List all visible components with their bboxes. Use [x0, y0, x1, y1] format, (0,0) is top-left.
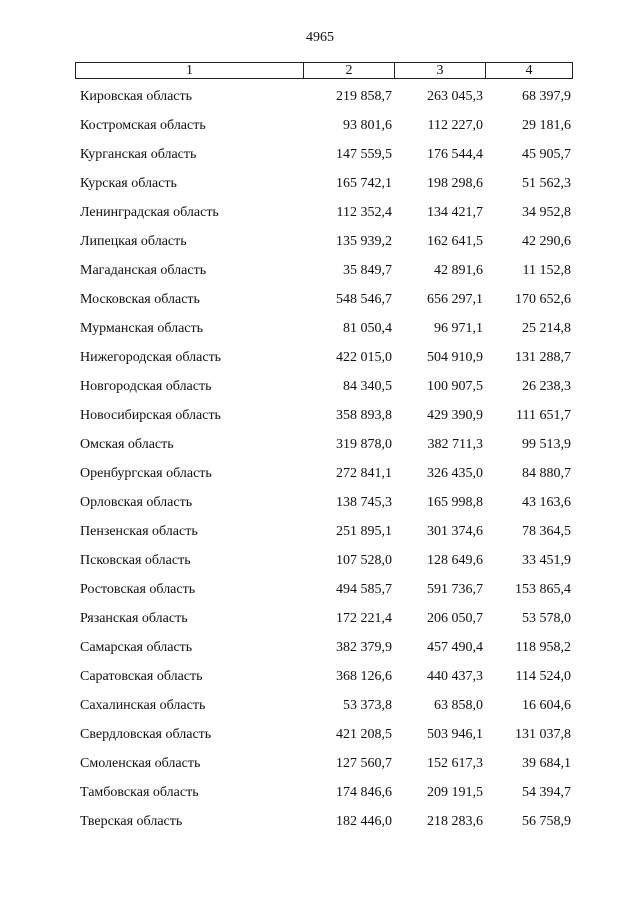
table-row — [0, 666, 640, 695]
value-col-2: 138 745,3 — [336, 495, 392, 510]
region-name: Сахалинская область — [80, 698, 206, 713]
value-col-4: 118 958,2 — [515, 640, 571, 655]
table-row — [0, 492, 640, 521]
value-col-2: 165 742,1 — [336, 176, 392, 191]
table-row — [0, 318, 640, 347]
value-col-4: 84 880,7 — [522, 466, 571, 481]
value-col-3: 503 946,1 — [427, 727, 483, 742]
value-col-3: 301 374,6 — [427, 524, 483, 539]
value-col-4: 131 037,8 — [515, 727, 571, 742]
value-col-3: 209 191,5 — [427, 785, 483, 800]
region-name: Курганская область — [80, 147, 197, 162]
region-name: Новгородская область — [80, 379, 212, 394]
table-row — [0, 811, 640, 840]
table-row — [0, 347, 640, 376]
region-name: Тверская область — [80, 814, 183, 829]
table-row — [0, 260, 640, 289]
region-name: Смоленская область — [80, 756, 201, 771]
value-col-2: 272 841,1 — [336, 466, 392, 481]
table-row — [0, 550, 640, 579]
table-row — [0, 753, 640, 782]
value-col-2: 548 546,7 — [336, 292, 392, 307]
value-col-3: 128 649,6 — [427, 553, 483, 568]
value-col-3: 96 971,1 — [434, 321, 483, 336]
value-col-3: 206 050,7 — [427, 611, 483, 626]
table-row — [0, 434, 640, 463]
value-col-2: 251 895,1 — [336, 524, 392, 539]
value-col-3: 382 711,3 — [427, 437, 483, 452]
table-row — [0, 463, 640, 492]
value-col-3: 42 891,6 — [434, 263, 483, 278]
value-col-2: 182 446,0 — [336, 814, 392, 829]
value-col-4: 99 513,9 — [522, 437, 571, 452]
table-row — [0, 637, 640, 666]
region-name: Ростовская область — [80, 582, 196, 597]
value-col-4: 45 905,7 — [522, 147, 571, 162]
value-col-3: 591 736,7 — [427, 582, 483, 597]
table-row — [0, 608, 640, 637]
value-col-2: 127 560,7 — [336, 756, 392, 771]
value-col-4: 53 578,0 — [522, 611, 571, 626]
table-row — [0, 231, 640, 260]
value-col-3: 112 227,0 — [427, 118, 483, 133]
value-col-4: 131 288,7 — [515, 350, 571, 365]
region-name: Новосибирская область — [80, 408, 221, 423]
table-row — [0, 144, 640, 173]
value-col-3: 152 617,3 — [427, 756, 483, 771]
region-name: Самарская область — [80, 640, 193, 655]
table-row — [0, 173, 640, 202]
value-col-4: 34 952,8 — [522, 205, 571, 220]
value-col-2: 107 528,0 — [336, 553, 392, 568]
region-name: Оренбургская область — [80, 466, 212, 481]
value-col-3: 504 910,9 — [427, 350, 483, 365]
region-name: Саратовская область — [80, 669, 203, 684]
header-cell-1: 1 — [76, 63, 304, 78]
value-col-4: 170 652,6 — [515, 292, 571, 307]
table-row — [0, 86, 640, 115]
value-col-3: 162 641,5 — [427, 234, 483, 249]
value-col-4: 114 524,0 — [515, 669, 571, 684]
region-name: Костромская область — [80, 118, 206, 133]
table-row — [0, 115, 640, 144]
value-col-3: 134 421,7 — [427, 205, 483, 220]
value-col-4: 25 214,8 — [522, 321, 571, 336]
value-col-2: 147 559,5 — [336, 147, 392, 162]
value-col-4: 33 451,9 — [522, 553, 571, 568]
region-name: Магаданская область — [80, 263, 207, 278]
value-col-2: 319 878,0 — [336, 437, 392, 452]
value-col-4: 11 152,8 — [522, 263, 571, 278]
page-number: 4965 — [306, 30, 334, 45]
value-col-4: 153 865,4 — [515, 582, 571, 597]
region-name: Курская область — [80, 176, 177, 191]
region-name: Тамбовская область — [80, 785, 199, 800]
table-row — [0, 724, 640, 753]
value-col-2: 219 858,7 — [336, 89, 392, 104]
value-col-2: 358 893,8 — [336, 408, 392, 423]
region-name: Московская область — [80, 292, 200, 307]
table-row — [0, 695, 640, 724]
region-name: Липецкая область — [80, 234, 187, 249]
value-col-2: 172 221,4 — [336, 611, 392, 626]
value-col-4: 39 684,1 — [522, 756, 571, 771]
value-col-2: 53 373,8 — [343, 698, 392, 713]
value-col-3: 100 907,5 — [427, 379, 483, 394]
value-col-3: 218 283,6 — [427, 814, 483, 829]
value-col-3: 440 437,3 — [427, 669, 483, 684]
table-row — [0, 782, 640, 811]
value-col-4: 78 364,5 — [522, 524, 571, 539]
value-col-4: 54 394,7 — [522, 785, 571, 800]
region-name: Рязанская область — [80, 611, 188, 626]
value-col-2: 382 379,9 — [336, 640, 392, 655]
region-name: Мурманская область — [80, 321, 204, 336]
value-col-2: 135 939,2 — [336, 234, 392, 249]
value-col-4: 43 163,6 — [522, 495, 571, 510]
region-name: Омская область — [80, 437, 174, 452]
region-name: Пензенская область — [80, 524, 198, 539]
value-col-3: 165 998,8 — [427, 495, 483, 510]
value-col-2: 368 126,6 — [336, 669, 392, 684]
region-name: Орловская область — [80, 495, 193, 510]
value-col-3: 63 858,0 — [434, 698, 483, 713]
table-row — [0, 579, 640, 608]
value-col-3: 429 390,9 — [427, 408, 483, 423]
region-name: Ленинградская область — [80, 205, 219, 220]
value-col-3: 656 297,1 — [427, 292, 483, 307]
value-col-4: 42 290,6 — [522, 234, 571, 249]
value-col-4: 56 758,9 — [522, 814, 571, 829]
value-col-3: 198 298,6 — [427, 176, 483, 191]
header-cell-2: 2 — [304, 63, 395, 78]
region-name: Кировская область — [80, 89, 193, 104]
table-row — [0, 521, 640, 550]
value-col-3: 457 490,4 — [427, 640, 483, 655]
value-col-2: 84 340,5 — [343, 379, 392, 394]
value-col-4: 29 181,6 — [522, 118, 571, 133]
value-col-2: 494 585,7 — [336, 582, 392, 597]
header-cell-4: 4 — [525, 63, 533, 78]
region-name: Нижегородская область — [80, 350, 222, 365]
value-col-2: 174 846,6 — [336, 785, 392, 800]
table-header — [75, 62, 573, 79]
value-col-2: 421 208,5 — [336, 727, 392, 742]
table-row — [0, 202, 640, 231]
table-body — [0, 86, 640, 840]
value-col-2: 81 050,4 — [343, 321, 392, 336]
table-row — [0, 405, 640, 434]
value-col-4: 68 397,9 — [522, 89, 571, 104]
region-name: Свердловская область — [80, 727, 212, 742]
header-cell-3: 3 — [395, 63, 486, 78]
table-row — [0, 289, 640, 318]
value-col-3: 176 544,4 — [427, 147, 483, 162]
value-col-2: 422 015,0 — [336, 350, 392, 365]
value-col-3: 263 045,3 — [427, 89, 483, 104]
region-name: Псковская область — [80, 553, 191, 568]
table-row — [0, 376, 640, 405]
value-col-4: 16 604,6 — [522, 698, 571, 713]
value-col-4: 26 238,3 — [522, 379, 571, 394]
value-col-2: 35 849,7 — [343, 263, 392, 278]
value-col-2: 93 801,6 — [343, 118, 392, 133]
value-col-4: 111 651,7 — [516, 408, 571, 423]
value-col-4: 51 562,3 — [522, 176, 571, 191]
value-col-2: 112 352,4 — [336, 205, 392, 220]
value-col-3: 326 435,0 — [427, 466, 483, 481]
